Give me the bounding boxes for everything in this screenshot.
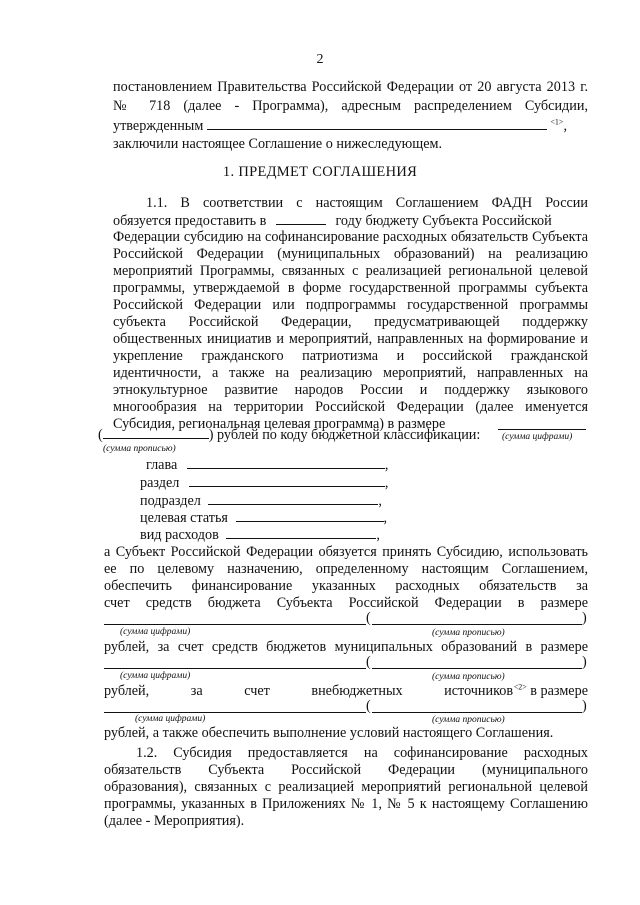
blank-extrabudget-digits (104, 712, 366, 713)
code-comma: , (383, 510, 388, 526)
blank-sum-digits (498, 429, 586, 430)
note-sum-words: (сумма прописью) (103, 444, 176, 454)
code-blank (208, 492, 378, 505)
code-razdel (140, 474, 388, 492)
comma: , (563, 118, 567, 134)
p11-line-12: этнокультурное развитие народов России и поддержку языкового (113, 382, 588, 398)
code-comma: , (378, 493, 382, 509)
intro-line-1: постановлением Правительства Российской Федерации от 20 августа 2013 г. (113, 79, 588, 95)
obligation-line-6 (104, 683, 588, 700)
note-sum-digits: (сумма цифрами) (502, 432, 573, 442)
p12-line-3: образования), связанных с реализацией мероприятий региональной целевой (104, 779, 588, 795)
obligation-line-4: счет средств бюджета Субъекта Российской Федерации в размере (104, 595, 588, 611)
p11-line-2b: году бюджету Субъекта Российской (335, 213, 552, 229)
code-blank (226, 526, 376, 539)
code-celevaya-statya (140, 509, 387, 527)
note-digits-2: (сумма цифрами) (120, 671, 191, 681)
p11-line-1: 1.1. В соответствии с настоящим Соглашением ФАДН России (146, 195, 588, 211)
p11-line-7: Российской Федерации или подпрограммы государственной программы (113, 297, 588, 313)
blank-regional-words (372, 624, 582, 625)
p11-line-5: мероприятий Программы, связанных с реализацией региональной целевой (113, 263, 588, 279)
code-label: подраздел (140, 493, 201, 509)
note-words-3: (сумма прописью) (432, 715, 505, 725)
footnote-ref-1: <1> (550, 117, 564, 127)
p11-line-4: Российской Федерации (муниципальных образований) на реализацию (113, 246, 588, 262)
obligation-line-1: а Субъект Российской Федерации обязуется принять Субсидию, использовать (104, 544, 588, 560)
p11-line-15 (98, 426, 480, 444)
footnote-ref-2: <2> (513, 682, 527, 692)
p11-line-6: программы, утверждаемой в форме государственной программы субъекта (113, 280, 588, 296)
code-comma: , (376, 527, 380, 543)
obligation-line-5: рублей, за счет средств бюджетов муниципальных образований в размере (104, 639, 588, 655)
p12-line-4: программы, указанных в Приложениях № 1, № 5 к настоящему Соглашению (104, 796, 588, 812)
note-digits-1: (сумма цифрами) (120, 627, 191, 637)
p11-line-3: Федерации субсидию на софинансирование расходных обязательств Субъекта (113, 229, 588, 245)
paren-close-1: ) (582, 610, 587, 626)
obligation-line-3: обеспечить финансирование указанных расходных обязательств за (104, 578, 588, 594)
code-blank (187, 456, 385, 469)
p11-line-13: многообразия на территории Российской Федерации (далее именуется (113, 399, 588, 415)
p12-line-5: (далее - Мероприятия). (104, 813, 245, 829)
p12-line-1: 1.2. Субсидия предоставляется на софинансирование расходных (136, 745, 588, 761)
obligation-line-2: ее по целевому назначению, определенному настоящим Соглашением, (104, 561, 588, 577)
blank-extrabudget-words (372, 712, 582, 713)
blank-regional-digits (104, 624, 366, 625)
p11-line-2 (113, 212, 588, 230)
p11-line-15b: ) рублей по коду бюджетной классификации: (208, 427, 481, 443)
note-words-2: (сумма прописью) (432, 672, 505, 682)
code-label: вид расходов (140, 527, 219, 543)
code-comma: , (384, 475, 389, 491)
blank-municipal-digits (104, 668, 366, 669)
obligation-line-6b: в размере (530, 683, 588, 699)
note-digits-3: (сумма цифрами) (135, 714, 206, 724)
intro-line-4: заключили настоящее Соглашение о нижеследующем. (113, 136, 443, 152)
note-words-1: (сумма прописью) (432, 628, 505, 638)
code-podrazdel (140, 492, 382, 510)
intro-line-2: № 718 (далее - Программа), адресным распределением Субсидии, (113, 98, 588, 114)
code-blank (236, 509, 384, 522)
code-blank (189, 474, 385, 487)
code-label: целевая статья (140, 510, 228, 526)
obligation-line-7: рублей, а также обеспечить выполнение условий настоящего Соглашения. (104, 725, 554, 741)
code-glava (146, 456, 388, 474)
paren-open-2: ( (366, 654, 371, 670)
blank-sum-words (103, 426, 209, 439)
obligation-line-6a: рублей, за счет внебюджетных источников (104, 683, 514, 699)
blank-municipal-words (372, 668, 582, 669)
p11-line-9: общественных инициатив и мероприятий, направленных на формирование и (113, 331, 588, 347)
code-comma: , (384, 457, 389, 473)
p11-line-14: Субсидия, региональная целевая программа) в размере (113, 416, 446, 432)
code-vid-raskhodov (140, 526, 380, 544)
paren-open-3: ( (366, 698, 371, 714)
p11-line-11: идентичности, а также на реализацию мероприятий, направленных на (113, 365, 588, 381)
paren-open: ( (98, 427, 103, 443)
blank-year (276, 212, 326, 225)
intro-approved-word: утвержденным (113, 118, 204, 134)
intro-line-3 (113, 117, 567, 135)
blank-approved-by (207, 117, 547, 130)
paren-open-1: ( (366, 610, 371, 626)
code-label: глава (146, 457, 178, 473)
paren-close-2: ) (582, 654, 587, 670)
p12-line-2: обязательств Субъекта Российской Федерации (муниципального (104, 762, 588, 778)
p11-line-10: укрепление гражданского патриотизма и российской гражданской (113, 348, 588, 364)
paren-close-3: ) (582, 698, 587, 714)
code-label: раздел (140, 475, 180, 491)
p11-line-8: субъекта Российской Федерации, предусматривающей поддержку (113, 314, 588, 330)
section-title: 1. ПРЕДМЕТ СОГЛАШЕНИЯ (222, 164, 418, 180)
p11-line-2a: обязуется предоставить в (113, 213, 267, 229)
page-number: 2 (316, 52, 324, 67)
